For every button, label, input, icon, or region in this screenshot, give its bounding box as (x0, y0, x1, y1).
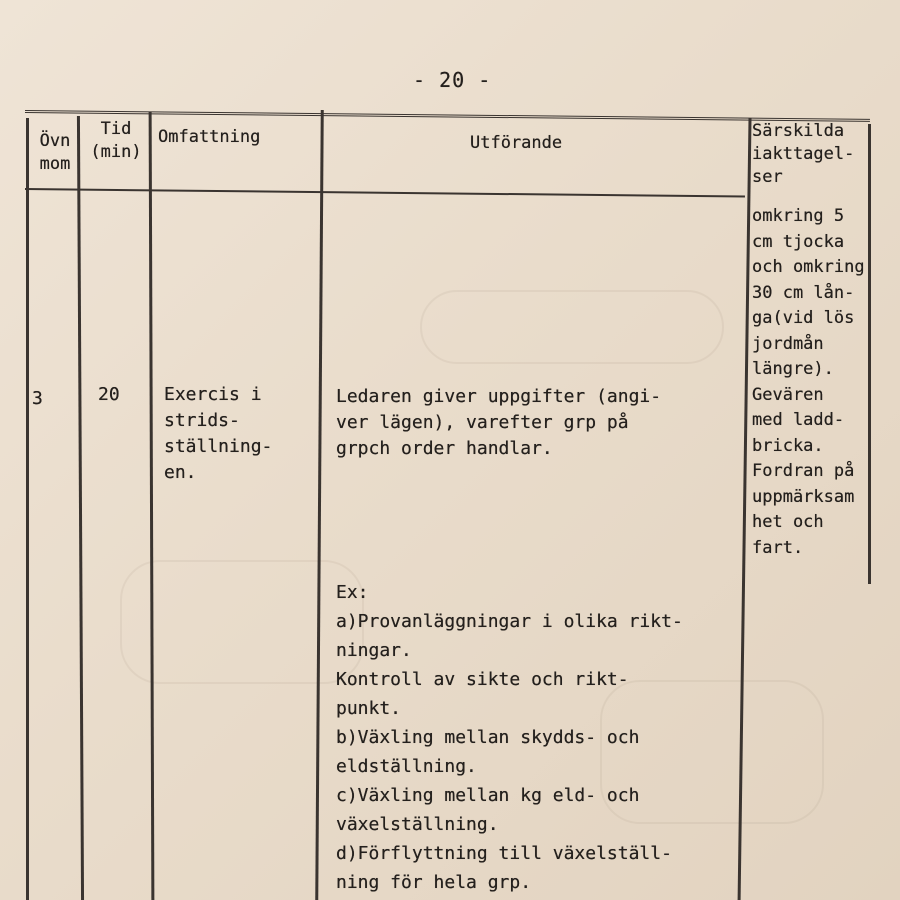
header-utforande: Utförande (470, 133, 563, 153)
header-tid-min: Tid (min) (90, 119, 142, 162)
column-divider (315, 110, 324, 900)
column-divider (868, 124, 871, 584)
column-divider (26, 118, 29, 900)
table-top-rule (25, 110, 870, 122)
header-sarskilda: Särskilda iakttagel- ser (752, 121, 855, 187)
header-ovn-mom: Övn mom (39, 131, 71, 174)
row-sarskilda: omkring 5 cm tjocka och omkring 30 cm lån- ga(vid lös jordmån längre). Gevären med ladd- bricka. Fordran på uppmärksam het och fart. (752, 206, 865, 558)
row-utforande-examples: Ex: a)Provanläggningar i olika rikt- ningar. Kontroll av sikte och rikt- punkt. b)Växling mellan skydds- och eldställning. c)Växling mellan kg eld- och växelställning. d)Förflyttning till växelställ- ning för hela grp. (336, 582, 683, 893)
row-omfattning: Exercis i strids- ställning- en. (164, 384, 273, 483)
page-number: - 20 - (413, 68, 492, 92)
row-utforande-intro: Ledaren giver uppgifter (angi- ver lägen), varefter grp på grpch order handlar. (336, 386, 662, 459)
header-bottom-rule (25, 188, 745, 198)
column-divider (77, 116, 84, 900)
show-through-mark (120, 560, 364, 684)
show-through-mark (420, 290, 724, 364)
row-ovn-mom: 3 (32, 388, 43, 409)
row-tid: 20 (98, 384, 120, 405)
column-divider (149, 112, 155, 900)
header-omfattning: Omfattning (158, 127, 261, 147)
